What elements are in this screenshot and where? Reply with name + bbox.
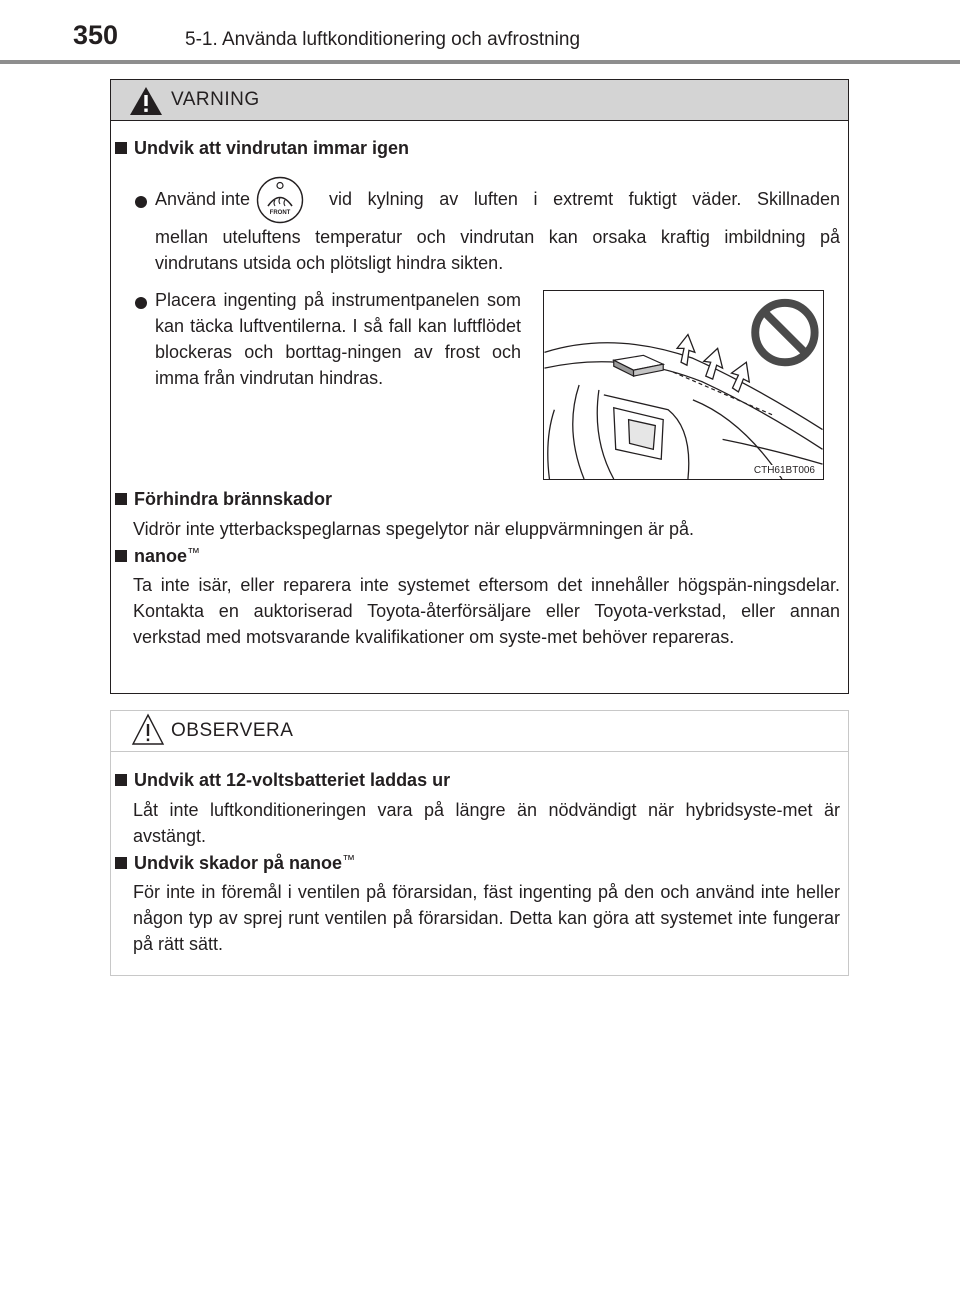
square-bullet-icon (115, 142, 127, 154)
page-header (0, 0, 960, 64)
section-text-nanoe-damage: För inte in föremål i ventilen på förarsidan, fäst ingenting på den och använd inte heller någon typ av sprej runt ventilen på förarsidan. Detta kan göra att systemet inte fungerar på rätt sätt. (133, 882, 840, 954)
caution-triangle-icon (131, 713, 165, 747)
page-number: 350 (73, 20, 119, 50)
bullet-text-rest: mellan uteluftens temperatur och vindrutan kan orsaka kraftig imbildning på vindrutans utsida och plötsligt hindra sikten. (155, 227, 840, 273)
square-bullet-icon (115, 550, 127, 562)
section-heading-nanoe-damage: Undvik skador på nanoe™ (115, 852, 355, 874)
warning-title: VARNING (171, 89, 260, 110)
section-text-battery: Låt inte luftkonditioneringen vara på längre än nödvändigt när hybridsyste-met är avstängt. (133, 800, 840, 846)
square-bullet-icon (115, 774, 127, 786)
header-divider (0, 60, 960, 64)
dashboard-vent-illustration (543, 290, 824, 480)
illustration-code: CTH61BT006 (753, 465, 815, 476)
section-heading-fog: Undvik att vindrutan immar igen (115, 138, 409, 159)
warning-header (111, 80, 848, 121)
caution-header (111, 711, 848, 752)
dashboard-drawing (544, 291, 823, 479)
caution-title: OBSERVERA (171, 720, 294, 741)
section-text-burns: Vidrör inte ytterbackspeglarnas spegelytor när eluppvärmningen är på. (133, 519, 694, 539)
warning-triangle-icon (129, 86, 163, 116)
section-heading-nanoe: nanoe™ (115, 545, 200, 567)
front-defogger-button-icon (256, 176, 304, 224)
prohibited-icon (755, 303, 814, 362)
bullet-dot-icon (135, 195, 147, 213)
section-text-nanoe: Ta inte isär, eller reparera inte systemet eftersom det innehåller högspän-ningsdelar. Kontakta en auktoriserad Toyota-återförsäljare eller Toyota-verkstad, eller annan verkstad med motsvarande kvalifikationer om syste-met behöver repareras. (133, 575, 840, 647)
bullet-dot-icon (135, 296, 147, 314)
section-heading-battery: Undvik att 12-voltsbatteriet laddas ur (115, 770, 450, 791)
square-bullet-icon (115, 493, 127, 505)
bullet-text-line1: vid kylning av luften i extremt fuktigt väder. Skillnaden (329, 189, 840, 209)
section-heading-burns: Förhindra brännskador (115, 489, 332, 510)
bullet-text-start: Använd inte (155, 189, 251, 209)
chapter-title: 5-1. Använda luftkonditionering och avfrostning (185, 29, 581, 50)
bullet-text-vents: Placera ingenting på instrumentpanelen som kan täcka luftventilerna. I så fall kan luftflödet blockeras och borttag-ningen av frost och imma från vindrutan hindras. (155, 290, 521, 388)
defogger-icon-label: FRONT (269, 210, 291, 216)
square-bullet-icon (115, 857, 127, 869)
